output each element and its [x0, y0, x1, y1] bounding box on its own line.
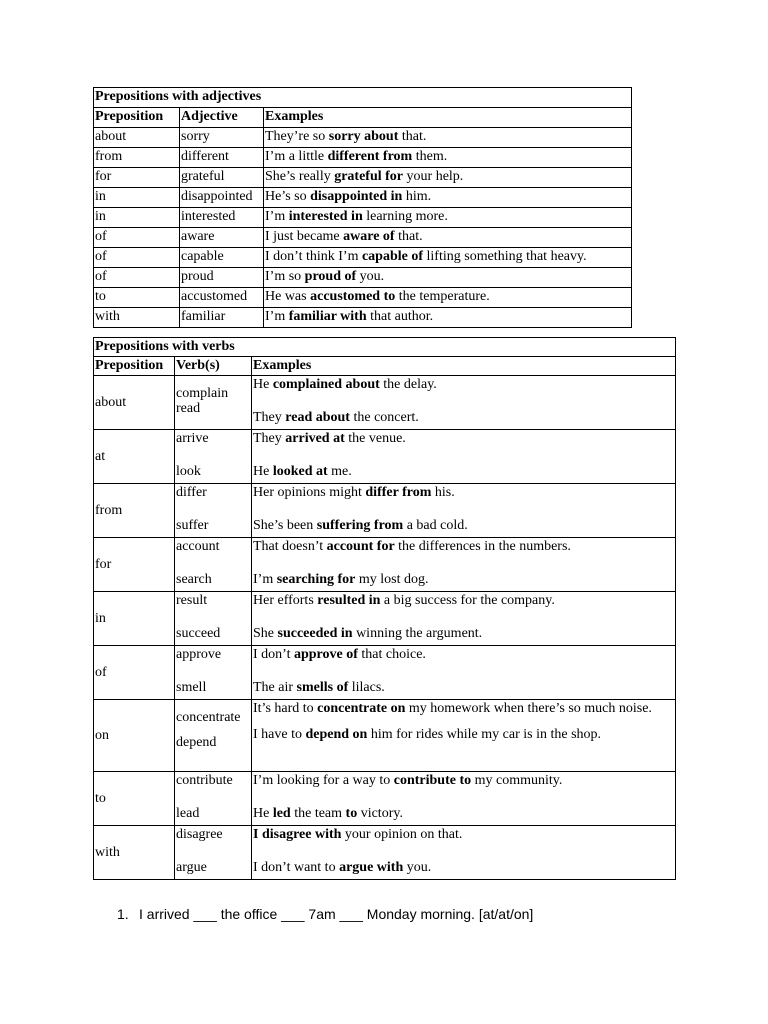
example-cell: [252, 700, 676, 772]
table-row: [94, 268, 632, 288]
example-text: I don’t think I’m: [265, 249, 362, 264]
preposition-cell: about: [94, 128, 180, 148]
preposition-cell: of: [94, 268, 180, 288]
example-text: They’re so: [265, 129, 329, 144]
example-line: [253, 626, 674, 641]
example-bold-text: grateful for: [334, 169, 404, 184]
example-bold-text: differ from: [365, 485, 432, 500]
table-row: [94, 430, 676, 484]
header-examples: Examples: [264, 108, 632, 128]
preposition-cell: on: [94, 700, 175, 772]
table-row: [94, 772, 676, 826]
example-bold-text: suffering from: [316, 518, 404, 533]
example-text: She’s been: [253, 518, 317, 533]
example-text: I’m: [265, 309, 289, 324]
preposition-cell: from: [94, 484, 175, 538]
example-text: the team: [290, 806, 346, 821]
verb-text: complain: [176, 386, 229, 401]
example-line: [253, 593, 674, 608]
adjective-cell: disappointed: [180, 188, 264, 208]
example-text: They: [253, 410, 286, 425]
example-text: my homework when there’s so much noise.: [405, 701, 652, 716]
verbs-cell: [175, 826, 252, 880]
example-text: his.: [431, 485, 455, 500]
verb-text: depend: [176, 735, 217, 750]
example-cell: [252, 484, 676, 538]
preposition-cell: to: [94, 288, 180, 308]
example-text: the concert.: [349, 410, 419, 425]
preposition-cell: of: [94, 228, 180, 248]
table-row: [94, 288, 632, 308]
example-text: me.: [327, 464, 352, 479]
example-bold-text: smells of: [296, 680, 349, 695]
verb-text: read: [176, 401, 201, 416]
example-text: him.: [402, 189, 432, 204]
example-line: [253, 539, 674, 554]
table-row: [94, 128, 632, 148]
example-text: the differences in the numbers.: [394, 539, 571, 554]
adjective-cell: proud: [180, 268, 264, 288]
table-caption-row: [94, 338, 676, 357]
verb-text: suffer: [176, 518, 209, 533]
example-bold-text: capable of: [361, 249, 424, 264]
exercise-item: [117, 906, 533, 922]
adjectives-table: [93, 87, 632, 328]
example-line: [253, 806, 674, 821]
table-row: [94, 826, 676, 880]
example-text: my community.: [471, 773, 563, 788]
example-text: you.: [403, 860, 432, 875]
example-text: that.: [398, 129, 427, 144]
verb-text: approve: [176, 647, 222, 662]
verbs-cell: [175, 646, 252, 700]
example-bold-text: contribute to: [393, 773, 472, 788]
example-bold-text: different from: [327, 149, 413, 164]
table-row: [94, 308, 632, 328]
adjective-cell: accustomed: [180, 288, 264, 308]
header-preposition: Preposition: [94, 108, 180, 128]
table-row: [94, 538, 676, 592]
preposition-cell: with: [94, 826, 175, 880]
preposition-cell: about: [94, 376, 175, 430]
example-text: them.: [412, 149, 448, 164]
table-row: [94, 148, 632, 168]
example-cell: [264, 148, 632, 168]
example-bold-text: concentrate on: [317, 701, 406, 716]
example-text: the delay.: [379, 377, 437, 392]
example-text: that author.: [366, 309, 434, 324]
example-cell: [264, 268, 632, 288]
example-line: [253, 647, 674, 662]
example-text: a bad cold.: [403, 518, 468, 533]
verb-text: contribute: [176, 773, 233, 788]
example-text: They: [253, 431, 286, 446]
header-verbs: Verb(s): [175, 357, 252, 376]
adjectives-table-caption: Prepositions with adjectives: [94, 88, 632, 108]
verb-text: succeed: [176, 626, 221, 641]
example-bold-text: accustomed to: [310, 289, 396, 304]
table-row: [94, 188, 632, 208]
example-cell: [264, 228, 632, 248]
example-text: The air: [253, 680, 297, 695]
example-text: It’s hard to: [253, 701, 318, 716]
adjective-cell: different: [180, 148, 264, 168]
example-text: I don’t want to: [253, 860, 340, 875]
verb-text: concentrate: [176, 710, 241, 725]
preposition-cell: at: [94, 430, 175, 484]
table-row: [94, 228, 632, 248]
example-cell: [252, 538, 676, 592]
example-text: him for rides while my car is in the shop.: [367, 727, 602, 742]
verb-text: differ: [176, 485, 207, 500]
verb-text: smell: [176, 680, 207, 695]
example-bold-text: searching for: [276, 572, 356, 587]
verbs-cell: [175, 430, 252, 484]
example-text: Her opinions might: [253, 485, 366, 500]
verbs-cell: [175, 772, 252, 826]
example-bold-text: to: [345, 806, 358, 821]
table-row: [94, 700, 676, 772]
preposition-cell: in: [94, 208, 180, 228]
example-cell: [252, 826, 676, 880]
example-text: your help.: [403, 169, 464, 184]
header-preposition: Preposition: [94, 357, 175, 376]
table-row: [94, 646, 676, 700]
exercise-text: I arrived ___ the office ___ 7am ___ Monday morning. [at/at/on]: [139, 906, 534, 922]
table-header-row: [94, 357, 676, 376]
table-row: [94, 592, 676, 646]
example-bold-text: read about: [285, 410, 350, 425]
example-text: I’m so: [265, 269, 305, 284]
example-bold-text: I disagree with: [253, 827, 342, 842]
example-text: I’m a little: [265, 149, 328, 164]
example-text: that choice.: [357, 647, 426, 662]
example-text: He: [253, 806, 273, 821]
example-cell: [264, 288, 632, 308]
example-text: She’s really: [265, 169, 335, 184]
example-text: Her efforts: [253, 593, 318, 608]
preposition-cell: from: [94, 148, 180, 168]
example-text: victory.: [357, 806, 403, 821]
verb-text: argue: [176, 860, 207, 875]
verbs-table-caption: Prepositions with verbs: [94, 338, 676, 357]
table-row: [94, 376, 676, 430]
verb-text: account: [176, 539, 220, 554]
example-bold-text: account for: [326, 539, 395, 554]
example-line: [253, 410, 674, 425]
verbs-cell: [175, 700, 252, 772]
table-row: [94, 484, 676, 538]
table-row: [94, 248, 632, 268]
example-text: learning more.: [362, 209, 448, 224]
example-text: lilacs.: [348, 680, 385, 695]
preposition-cell: for: [94, 168, 180, 188]
example-text: your opinion on that.: [341, 827, 463, 842]
preposition-cell: of: [94, 646, 175, 700]
verbs-cell: [175, 376, 252, 430]
example-text: I’m: [253, 572, 277, 587]
example-bold-text: depend on: [305, 727, 368, 742]
example-cell: [252, 430, 676, 484]
example-cell: [252, 646, 676, 700]
verb-text: lead: [176, 806, 200, 821]
example-text: He: [253, 464, 273, 479]
example-cell: [252, 772, 676, 826]
example-bold-text: complained about: [272, 377, 380, 392]
example-text: winning the argument.: [352, 626, 483, 641]
example-bold-text: interested in: [288, 209, 363, 224]
verb-text: result: [176, 593, 208, 608]
verb-text: arrive: [176, 431, 209, 446]
example-line: [253, 773, 674, 788]
exercise-number: 1.: [117, 906, 129, 922]
example-text: I’m looking for a way to: [253, 773, 394, 788]
header-examples: Examples: [252, 357, 676, 376]
example-bold-text: led: [272, 806, 291, 821]
example-bold-text: proud of: [304, 269, 357, 284]
example-cell: [252, 376, 676, 430]
preposition-cell: in: [94, 592, 175, 646]
example-text: lifting something that heavy.: [423, 249, 587, 264]
example-cell: [264, 188, 632, 208]
example-text: the venue.: [344, 431, 406, 446]
verb-text: search: [176, 572, 212, 587]
example-text: that.: [394, 229, 423, 244]
example-bold-text: succeeded in: [277, 626, 353, 641]
preposition-cell: for: [94, 538, 175, 592]
table-row: [94, 208, 632, 228]
example-bold-text: approve of: [293, 647, 358, 662]
example-bold-text: resulted in: [317, 593, 381, 608]
verb-text: look: [176, 464, 201, 479]
example-text: That doesn’t: [253, 539, 327, 554]
verbs-cell: [175, 592, 252, 646]
example-bold-text: looked at: [272, 464, 328, 479]
table-caption-row: [94, 88, 632, 108]
verbs-cell: [175, 538, 252, 592]
example-text: I don’t: [253, 647, 294, 662]
example-text: I’m: [265, 209, 289, 224]
verb-text: disagree: [176, 827, 223, 842]
example-text: He: [253, 377, 273, 392]
example-cell: [264, 128, 632, 148]
example-line: [253, 464, 674, 479]
example-bold-text: familiar with: [288, 309, 367, 324]
example-line: [253, 680, 674, 695]
adjective-cell: sorry: [180, 128, 264, 148]
table-header-row: [94, 108, 632, 128]
example-bold-text: disappointed in: [310, 189, 403, 204]
example-line: [253, 377, 674, 392]
adjective-cell: aware: [180, 228, 264, 248]
example-bold-text: sorry about: [328, 129, 399, 144]
preposition-cell: to: [94, 772, 175, 826]
example-line: [253, 860, 674, 875]
verbs-cell: [175, 484, 252, 538]
example-line: [253, 827, 674, 842]
example-line: [253, 485, 674, 500]
example-bold-text: aware of: [343, 229, 395, 244]
example-line: [253, 572, 674, 587]
adjective-cell: grateful: [180, 168, 264, 188]
example-cell: [264, 248, 632, 268]
example-cell: [264, 308, 632, 328]
adjective-cell: capable: [180, 248, 264, 268]
adjective-cell: interested: [180, 208, 264, 228]
preposition-cell: in: [94, 188, 180, 208]
example-text: He was: [265, 289, 311, 304]
adjective-cell: familiar: [180, 308, 264, 328]
verbs-table: [93, 337, 676, 880]
example-cell: [264, 208, 632, 228]
example-line: [253, 518, 674, 533]
preposition-cell: of: [94, 248, 180, 268]
example-text: the temperature.: [395, 289, 490, 304]
example-text: She: [253, 626, 278, 641]
header-adjective: Adjective: [180, 108, 264, 128]
example-bold-text: arrived at: [285, 431, 345, 446]
example-bold-text: argue with: [339, 860, 404, 875]
example-line: [253, 727, 674, 742]
example-line: [253, 701, 674, 716]
example-text: He’s so: [265, 189, 311, 204]
table-row: [94, 168, 632, 188]
example-text: I have to: [253, 727, 306, 742]
example-text: my lost dog.: [355, 572, 429, 587]
example-cell: [264, 168, 632, 188]
example-text: a big success for the company.: [380, 593, 555, 608]
example-text: you.: [356, 269, 385, 284]
preposition-cell: with: [94, 308, 180, 328]
example-cell: [252, 592, 676, 646]
example-line: [253, 431, 674, 446]
example-text: I just became: [265, 229, 344, 244]
